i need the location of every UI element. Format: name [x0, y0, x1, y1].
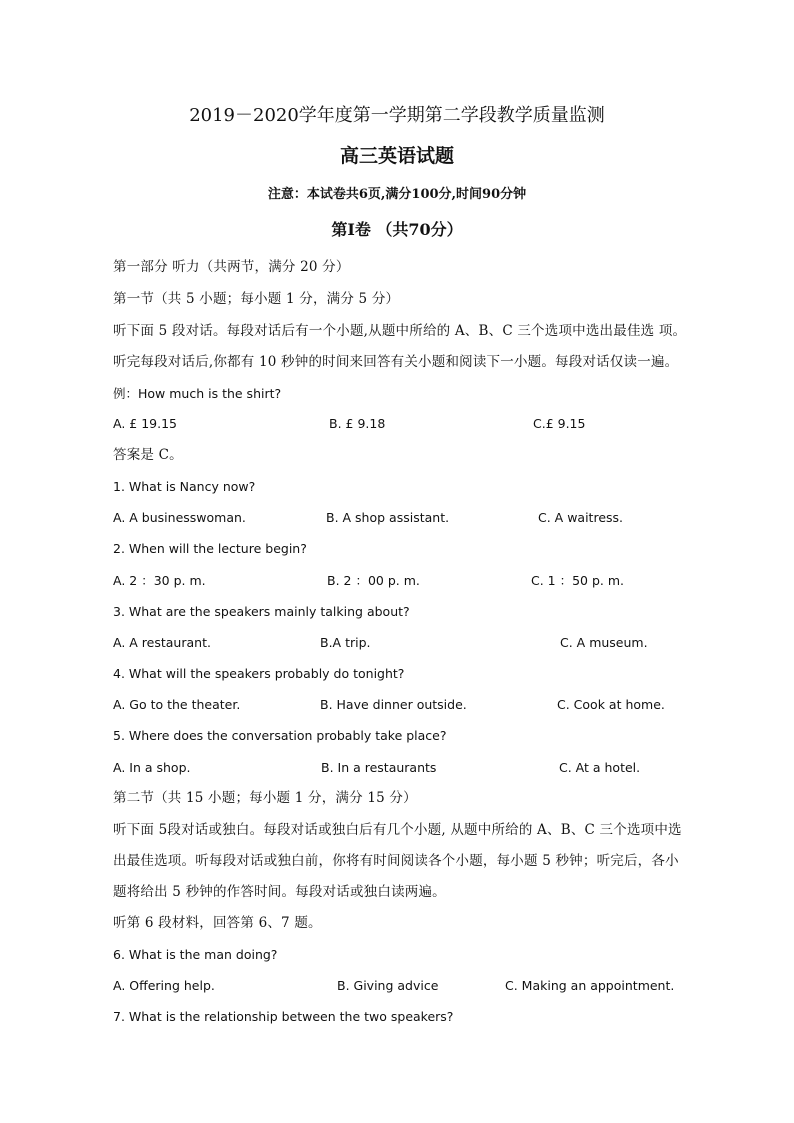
q6-option-b: B. Giving advice [337, 978, 439, 993]
section1-instructions-line1: 听下面 5 段对话。每段对话后有一个小题,从题中所给的 A、B、C 三个选项中选出最佳选 项。 [113, 323, 687, 339]
question-5: 5. Where does the conversation probably take place? [113, 728, 447, 743]
section2-instructions-line1: 听下面 5段对话或独白。每段对话或独白后有几个小题, 从题中所给的 A、B、C 三个选项中选 [113, 822, 682, 838]
section2-instructions-line3: 题将给出 5 秒钟的作答时间。每段对话或独白读两遍。 [113, 884, 446, 900]
q5-option-c: C. At a hotel. [559, 760, 641, 775]
question-7: 7. What is the relationship between the two speakers? [113, 1009, 454, 1024]
q4-option-c: C. Cook at home. [557, 697, 665, 712]
section1-heading: 第一节（共 5 小题；每小题 1 分，满分 5 分） [113, 291, 400, 307]
q1-option-a: A. A businesswoman. [113, 510, 246, 525]
q5-option-b: B. In a restaurants [321, 760, 437, 775]
q4-option-a: A. Go to the theater. [113, 697, 241, 712]
question-4: 4. What will the speakers probably do tonight? [113, 666, 405, 681]
example-option-c: C.£ 9.15 [533, 416, 586, 431]
q2-option-a: A. 2 ：30 p. m. [113, 573, 206, 588]
q5-option-a: A. In a shop. [113, 760, 191, 775]
question-1: 1. What is Nancy now? [113, 479, 256, 494]
q2-option-c: C. 1 ：50 p. m. [531, 573, 625, 588]
q3-option-a: A. A restaurant. [113, 635, 211, 650]
material-6-intro: 听第 6 段材料，回答第 6、7 题。 [113, 915, 322, 931]
exam-title: 2019－2020学年度第一学期第二学段教学质量监测 [189, 105, 605, 126]
example-option-a: A. £ 19.15 [113, 416, 177, 431]
volume-title: 第Ⅰ卷 （共70分） [331, 220, 463, 239]
example-answer: 答案是 C。 [113, 447, 183, 463]
q3-option-c: C. A museum. [560, 635, 648, 650]
q4-option-b: B. Have dinner outside. [320, 697, 467, 712]
subject-title: 高三英语试题 [339, 145, 454, 167]
q3-option-b: B.A trip. [320, 635, 371, 650]
q6-option-c: C. Making an appointment. [505, 978, 675, 993]
example-option-b: B. £ 9.18 [329, 416, 386, 431]
q6-option-a: A. Offering help. [113, 978, 215, 993]
part1-heading: 第一部分 听力（共两节，满分 20 分） [113, 259, 350, 275]
example-question: 例：How much is the shirt? [113, 386, 282, 401]
exam-notice: 注意：本试卷共6页,满分100分,时间90分钟 [267, 187, 527, 202]
section2-heading: 第二节（共 15 小题；每小题 1 分，满分 15 分） [113, 790, 417, 806]
section1-instructions-line2: 听完每段对话后,你都有 10 秒钟的时间来回答有关小题和阅读下一小题。每段对话仅读一遍。 [113, 354, 679, 370]
q1-option-b: B. A shop assistant. [326, 510, 450, 525]
question-3: 3. What are the speakers mainly talking about? [113, 604, 410, 619]
q2-option-b: B. 2 ：00 p. m. [327, 573, 420, 588]
question-2: 2. When will the lecture begin? [113, 541, 307, 556]
q1-option-c: C. A waitress. [538, 510, 624, 525]
section2-instructions-line2: 出最佳选项。听每段对话或独白前，你将有时间阅读各个小题，每小题 5 秒钟；听完后，各小 [113, 853, 679, 869]
question-6: 6. What is the man doing? [113, 947, 278, 962]
